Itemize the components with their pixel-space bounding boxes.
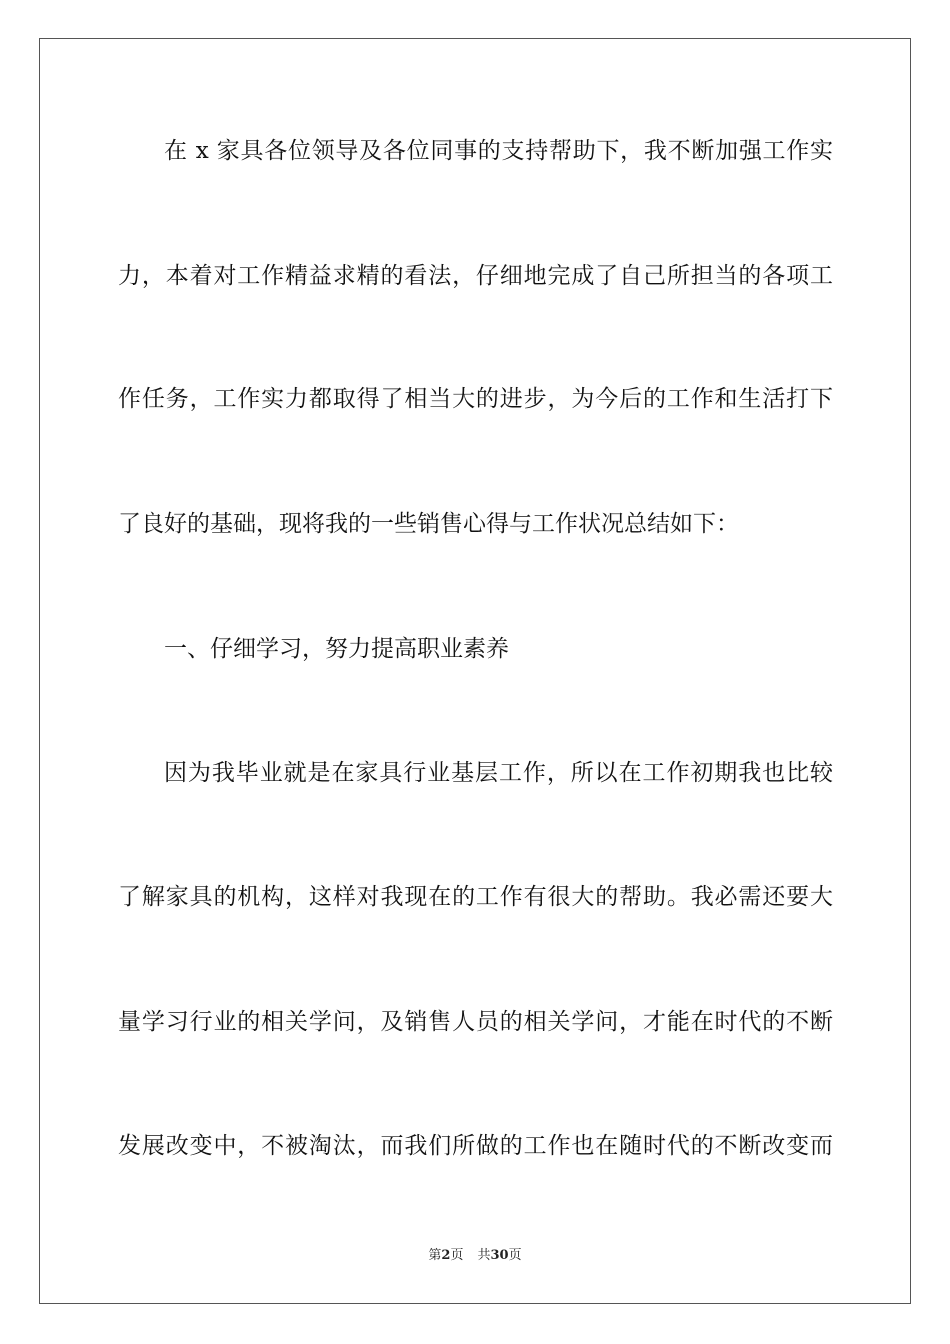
footer-total-prefix: 共 [477, 1248, 491, 1263]
paragraph-line-3: 作任务，工作实力都取得了相当大的进步，为今后的工作和生活打下 [118, 386, 833, 412]
paragraph-line-5: 因为我毕业就是在家具行业基层工作，所以在工作初期我也比较 [164, 760, 833, 786]
section-heading: 一、仔细学习，努力提高职业素养 [164, 636, 509, 662]
paragraph-line-1: 在 x 家具各位领导及各位同事的支持帮助下，我不断加强工作实 [164, 138, 833, 164]
footer-total-suffix: 页 [508, 1248, 522, 1263]
footer-page-suffix: 页 [450, 1248, 464, 1263]
footer-total-pages: 30 [490, 1248, 509, 1263]
page-footer [0, 1248, 950, 1264]
paragraph-line-8: 发展改变中，不被淘汰，而我们所做的工作也在随时代的不断改变而 [118, 1133, 833, 1159]
paragraph-line-6: 了解家具的机构，这样对我现在的工作有很大的帮助。我必需还要大 [118, 884, 833, 910]
footer-page-number: 2 [441, 1248, 451, 1263]
paragraph-line-7: 量学习行业的相关学问，及销售人员的相关学问，才能在时代的不断 [118, 1009, 833, 1035]
page-border [39, 38, 911, 1304]
paragraph-line-2: 力，本着对工作精益求精的看法，仔细地完成了自己所担当的各项工 [118, 263, 833, 289]
footer-page-prefix: 第 [428, 1248, 442, 1263]
paragraph-line-4: 了良好的基础，现将我的一些销售心得与工作状况总结如下： [118, 511, 739, 537]
